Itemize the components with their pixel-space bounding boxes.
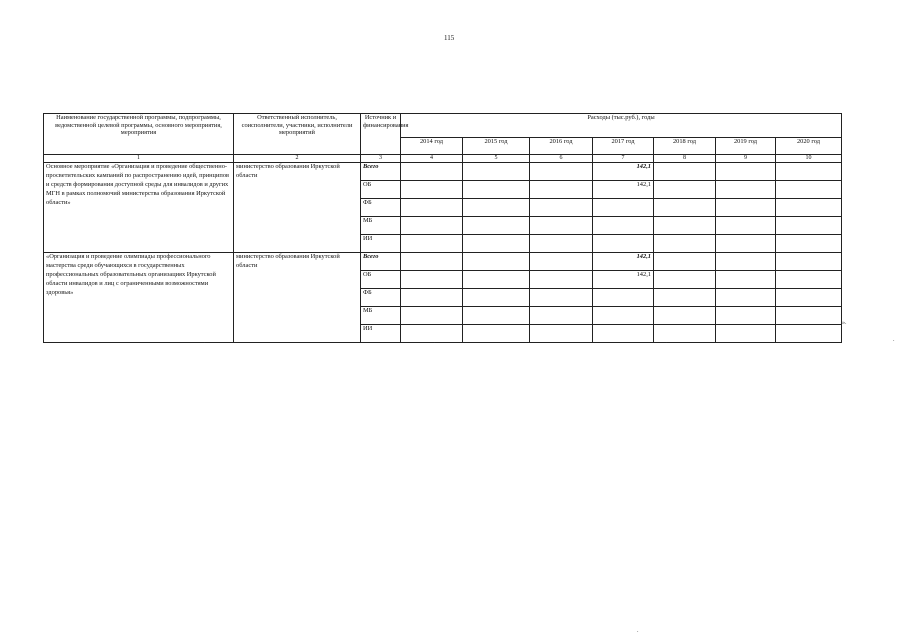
expense-value [530, 325, 593, 343]
header-year: 2016 год [530, 138, 593, 155]
expense-value [530, 199, 593, 217]
expense-value [654, 307, 716, 325]
column-number: 6 [530, 155, 593, 163]
expense-value [401, 307, 463, 325]
expense-value [401, 235, 463, 253]
expense-value [530, 181, 593, 199]
page-number: 115 [444, 34, 455, 42]
expense-value [654, 253, 716, 271]
table-row [44, 253, 842, 271]
expense-value [463, 235, 530, 253]
expense-value [654, 235, 716, 253]
column-number: 5 [463, 155, 530, 163]
expense-value [716, 253, 776, 271]
expense-value [716, 289, 776, 307]
expense-value [401, 199, 463, 217]
expense-value [776, 307, 842, 325]
expense-value [530, 163, 593, 181]
trailing-mark: ». [842, 320, 847, 326]
header-year: 2014 год [401, 138, 463, 155]
expense-value [776, 271, 842, 289]
expense-value [401, 181, 463, 199]
expense-value [463, 253, 530, 271]
column-number: 4 [401, 155, 463, 163]
column-number: 2 [234, 155, 361, 163]
expense-value [776, 253, 842, 271]
header-year: 2017 год [593, 138, 654, 155]
scan-dot: . [893, 337, 895, 343]
funding-source: ОБ [361, 271, 401, 289]
expense-value [463, 307, 530, 325]
scan-dot: . [637, 628, 639, 634]
funding-source: МБ [361, 307, 401, 325]
expense-value [716, 199, 776, 217]
header-year: 2019 год [716, 138, 776, 155]
funding-source: МБ [361, 217, 401, 235]
expense-value [401, 271, 463, 289]
expense-value [593, 307, 654, 325]
expense-value [593, 235, 654, 253]
funding-source: ИИ [361, 325, 401, 343]
expense-value [776, 235, 842, 253]
activity-name: «Организация и проведение олимпиады профессионального мастерства среди обучающихся в государственных профессиональных образовательных организациях Иркутской области инвалидов и лиц с ограниченными возможностями здоровья» [44, 253, 234, 343]
column-number: 7 [593, 155, 654, 163]
expense-value [401, 163, 463, 181]
funding-source: ИИ [361, 235, 401, 253]
header-year: 2015 год [463, 138, 530, 155]
activity-name: Основное мероприятие «Организация и проведение общественно-просветительских кампаний по распространению идей, принципов и средств формирования доступной среды для инвалидов и других МГН в рамках полномочий министерства образования Иркутской области» [44, 163, 234, 253]
activity-executor: министерство образования Иркутской области [234, 163, 361, 253]
expense-value [593, 217, 654, 235]
expense-value [716, 271, 776, 289]
expense-value [463, 217, 530, 235]
expense-value [463, 181, 530, 199]
funding-source: ФБ [361, 199, 401, 217]
expense-value [654, 199, 716, 217]
column-number: 8 [654, 155, 716, 163]
expense-value [776, 163, 842, 181]
expense-value [716, 235, 776, 253]
expense-value [530, 235, 593, 253]
expense-value [401, 253, 463, 271]
table-body [44, 163, 842, 343]
column-number: 3 [361, 155, 401, 163]
column-number: 10 [776, 155, 842, 163]
expense-value [716, 163, 776, 181]
expense-value [776, 289, 842, 307]
header-year: 2020 год [776, 138, 842, 155]
column-number: 1 [44, 155, 234, 163]
expense-value [463, 271, 530, 289]
expense-value [530, 289, 593, 307]
expense-value [654, 163, 716, 181]
header-year: 2018 год [654, 138, 716, 155]
expense-value [654, 271, 716, 289]
expense-value [776, 325, 842, 343]
expense-value [654, 181, 716, 199]
table-row [44, 163, 842, 181]
expense-value [776, 181, 842, 199]
expense-value [530, 217, 593, 235]
expense-value [530, 271, 593, 289]
expense-value [401, 289, 463, 307]
expense-value [401, 217, 463, 235]
column-number: 9 [716, 155, 776, 163]
expense-value [776, 217, 842, 235]
expense-value [716, 325, 776, 343]
header-numbers-row [44, 155, 842, 163]
funding-source: ОБ [361, 181, 401, 199]
budget-table [43, 113, 842, 343]
scan-dot: . [204, 339, 206, 345]
header-executor: Ответственный исполнитель, соисполнители, участники, исполнители мероприятий [234, 114, 361, 155]
expense-value [463, 325, 530, 343]
expense-value [593, 325, 654, 343]
expense-value [593, 289, 654, 307]
expense-value: 142,1 [593, 271, 654, 289]
header-source: Источник и финансирования [361, 114, 401, 155]
header-expenses: Расходы (тыс.руб.), годы [401, 114, 842, 138]
expense-value [716, 181, 776, 199]
funding-source: Всего [361, 253, 401, 271]
expense-value: 142,1 [593, 163, 654, 181]
header-name: Наименование государственной программы, подпрограммы, ведомственной целевой программы, основного мероприятия, мероприятия [44, 114, 234, 155]
expense-value: 142,1 [593, 181, 654, 199]
expense-value [716, 307, 776, 325]
expense-value [463, 199, 530, 217]
expense-value: 142,1 [593, 253, 654, 271]
expense-value [593, 199, 654, 217]
expense-value [401, 325, 463, 343]
expense-value [463, 163, 530, 181]
activity-executor: министерство образования Иркутской области [234, 253, 361, 343]
expense-value [776, 199, 842, 217]
expense-value [654, 325, 716, 343]
expense-value [463, 289, 530, 307]
funding-source: Всего [361, 163, 401, 181]
scan-dot: . [434, 339, 436, 345]
scan-dot: . [666, 339, 668, 345]
funding-source: ФБ [361, 289, 401, 307]
expense-value [654, 289, 716, 307]
expense-value [716, 217, 776, 235]
expense-value [654, 217, 716, 235]
expense-value [530, 253, 593, 271]
expense-value [530, 307, 593, 325]
